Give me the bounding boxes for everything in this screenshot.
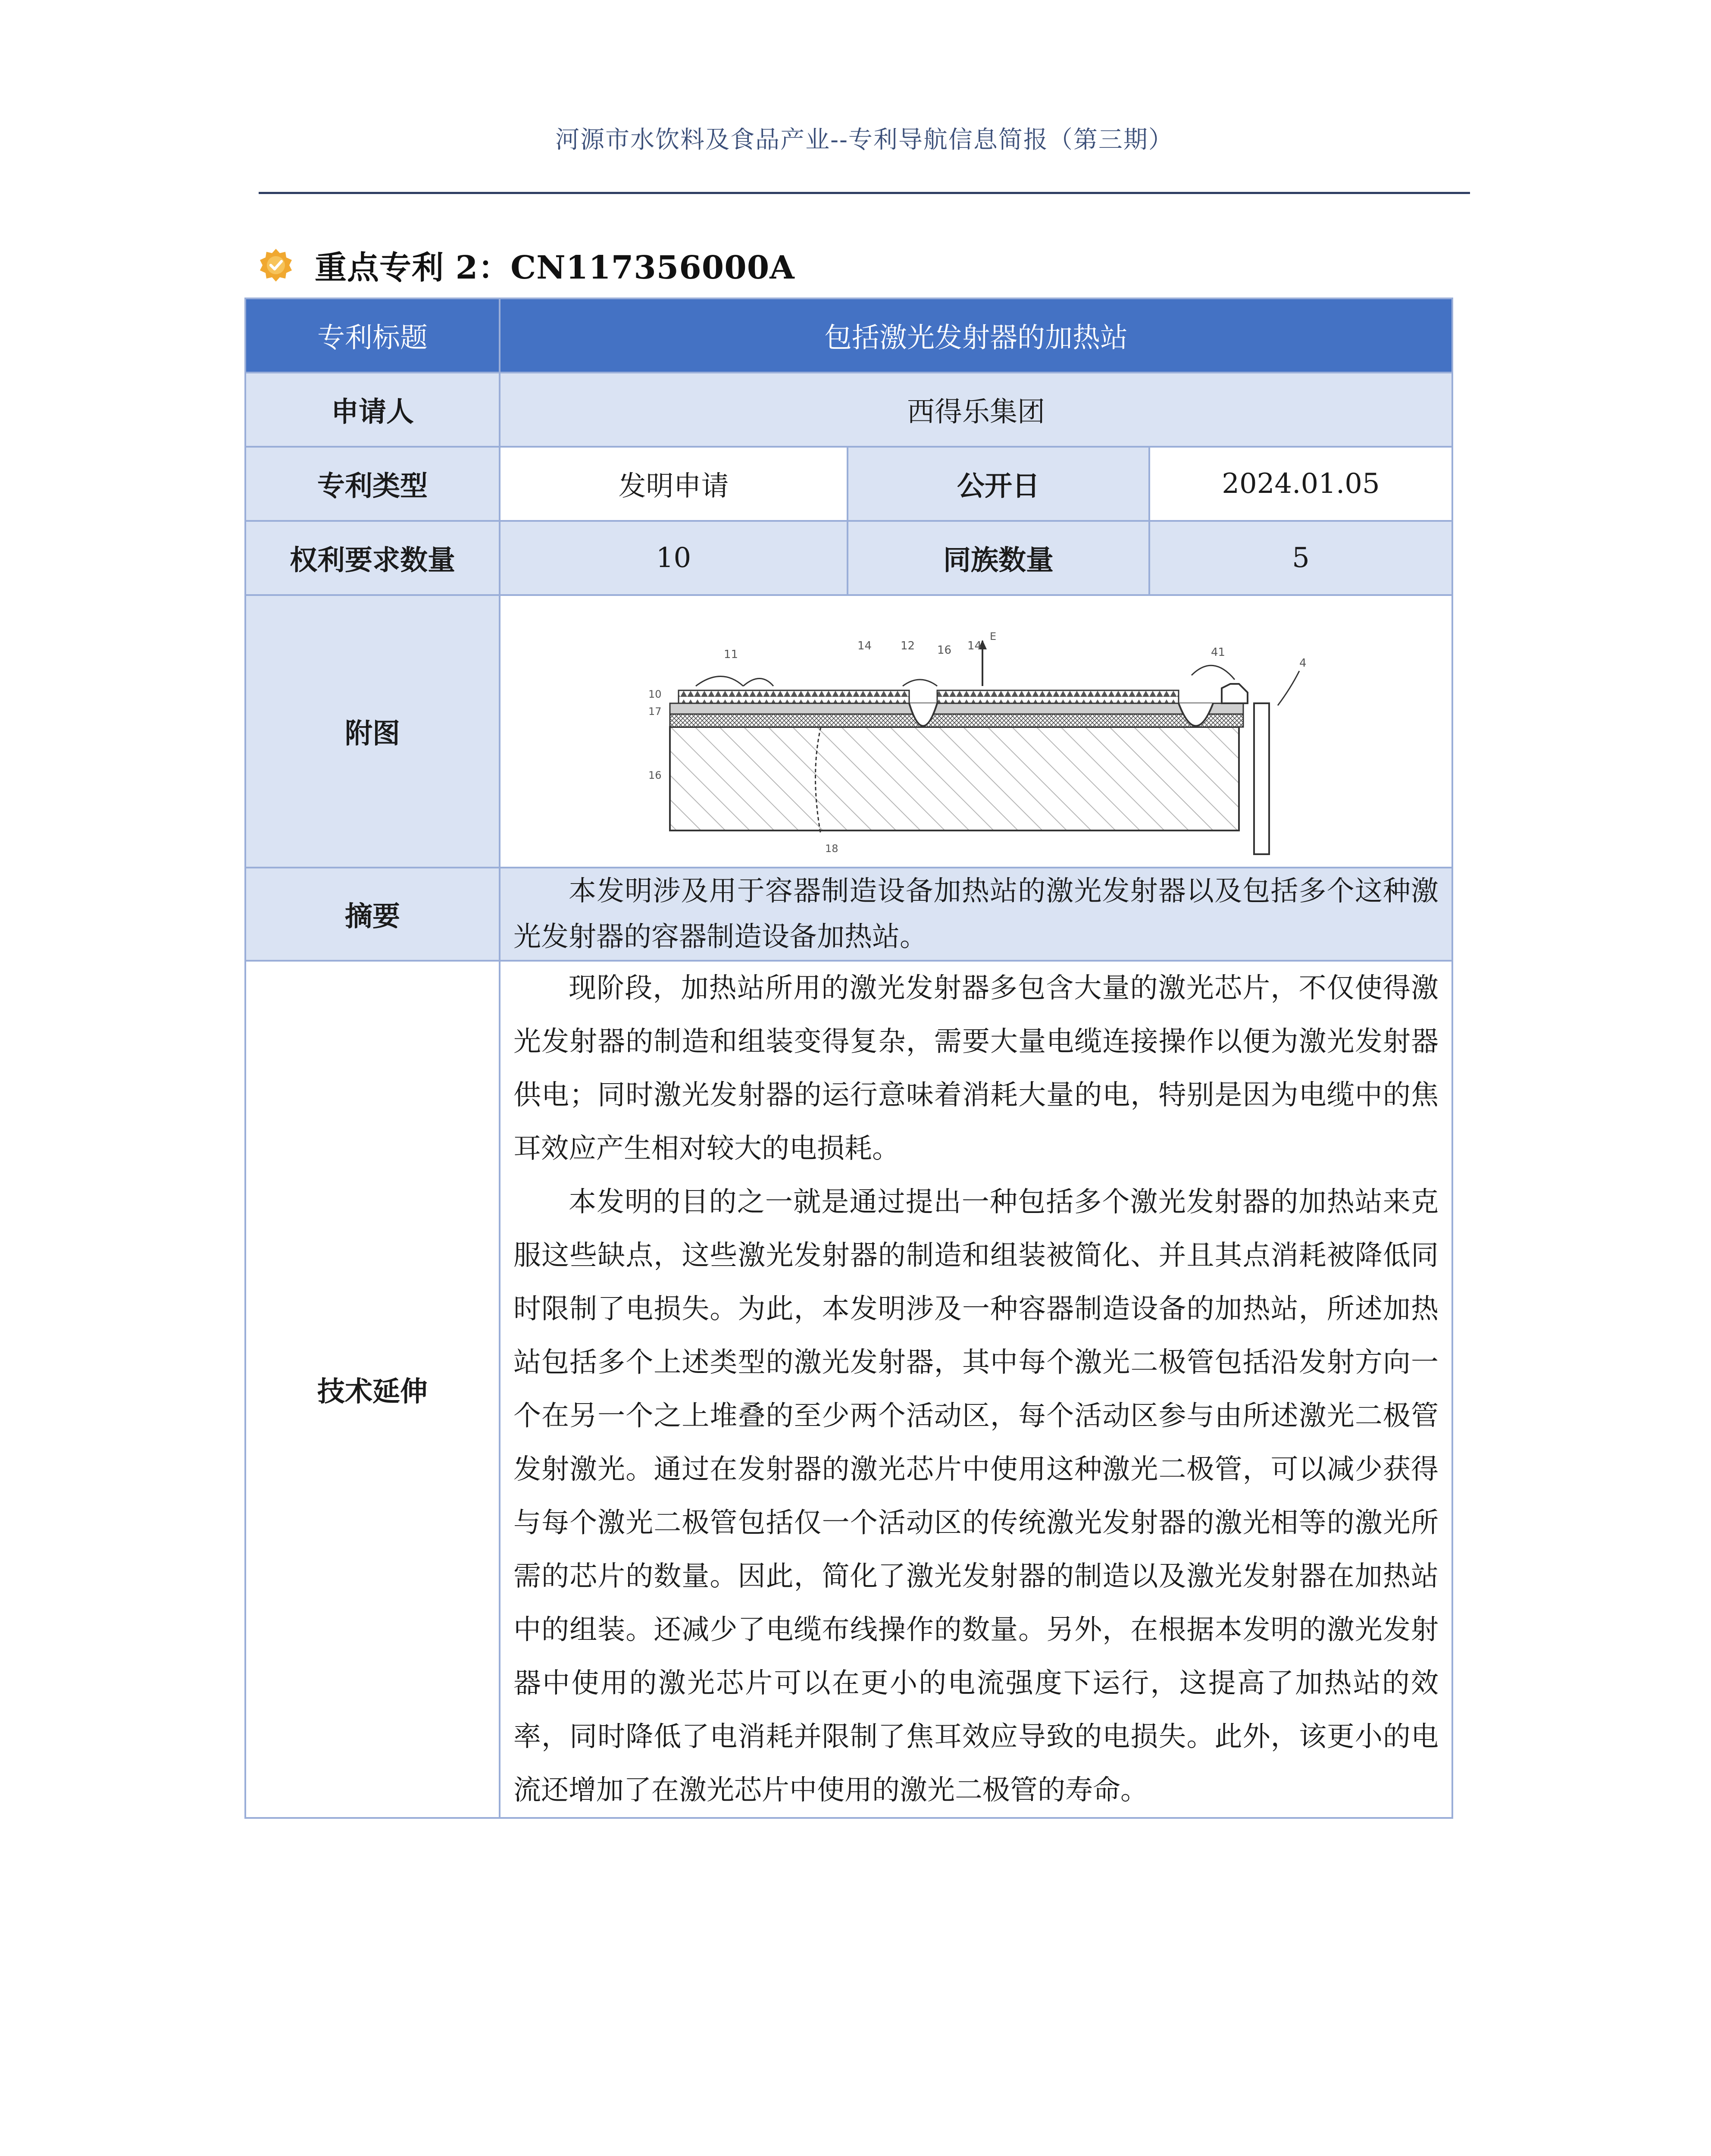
extension-label: 技术延伸 (245, 961, 500, 1818)
figure-label: 附图 (245, 595, 500, 868)
figure-label-text: 12 (901, 639, 915, 652)
abstract-label: 摘要 (245, 868, 500, 961)
figure-label-text: 16 (937, 644, 952, 657)
figure-label-text: 18 (825, 843, 838, 855)
figure-label-text: 4 (1299, 657, 1307, 670)
figure-label-text: 17 (648, 705, 662, 718)
family-value: 5 (1149, 521, 1452, 595)
extension-row (245, 961, 1452, 1818)
type-label: 专利类型 (245, 447, 500, 521)
extension-cell (500, 961, 1452, 1818)
abstract-text: 本发明涉及用于容器制造设备加热站的激光发射器以及包括多个这种激光发射器的容器制造设备加热站。 (513, 875, 1439, 953)
claims-value: 10 (500, 521, 848, 595)
type-row (245, 447, 1452, 521)
pub-date-value: 2024.01.05 (1149, 447, 1452, 521)
applicant-value: 西得乐集团 (500, 373, 1452, 447)
title-row (245, 298, 1452, 373)
figure-label-text: 14 (857, 639, 872, 652)
figure-substrate (670, 727, 1239, 830)
figure-cell (500, 595, 1452, 868)
header-divider (259, 192, 1470, 194)
family-label: 同族数量 (848, 521, 1149, 595)
figure-label-text: 11 (724, 648, 738, 661)
figure-label-text: 10 (648, 688, 662, 700)
patent-figure (618, 602, 1334, 861)
extension-paragraph: 现阶段，加热站所用的激光发射器多包含大量的激光芯片，不仅使得激光发射器的制造和组装变得复杂，需要大量电缆连接操作以便为激光发射器供电；同时激光发射器的运行意味着消耗大量的电，特别是因为电缆中的焦耳效应产生相对较大的电损耗。 (513, 972, 1439, 1165)
claims-label: 权利要求数量 (245, 521, 500, 595)
applicant-label: 申请人 (245, 373, 500, 447)
check-badge-icon (259, 248, 293, 282)
type-value: 发明申请 (500, 447, 848, 521)
pub-date-label: 公开日 (848, 447, 1149, 521)
page-header: 河源市水饮料及食品产业--专利导航信息简报（第三期） (555, 126, 1173, 154)
section-heading (259, 239, 795, 291)
figure-row (245, 595, 1452, 868)
figure-label-text: 16 (648, 769, 662, 781)
figure-label-text: 41 (1211, 646, 1226, 659)
abstract-row (245, 868, 1452, 961)
claims-row (245, 521, 1452, 595)
section-title: 重点专利 2：CN117356000A (315, 249, 795, 286)
applicant-row (245, 373, 1452, 447)
figure-label-text: 14 (967, 639, 982, 652)
figure-label-text: E (990, 630, 997, 642)
abstract-cell (500, 868, 1452, 961)
title-label: 专利标题 (245, 298, 500, 373)
title-value: 包括激光发射器的加热站 (500, 298, 1452, 373)
extension-paragraph: 本发明的目的之一就是通过提出一种包括多个激光发射器的加热站来克服这些缺点，这些激光发射器的制造和组装被简化、并且其点消耗被降低同时限制了电损失。为此，本发明涉及一种容器制造设备的加热站，所述加热站包括多个上述类型的激光发射器，其中每个激光二极管包括沿发射方向一个在另一个之上堆叠的至少两个活动区，每个活动区参与由所述激光二极管发射激光。通过在发射器的激光芯片中使用这种激光二极管，可以减少获得与每个激光二极管包括仅一个活动区的传统激光发射器的激光相等的激光所需的芯片的数量。因此，简化了激光发射器的制造以及激光发射器在加热站中的组装。还减少了电缆布线操作的数量。另外，在根据本发明的激光发射器中使用的激光芯片可以在更小的电流强度下运行，这提高了加热站的效率，同时降低了电消耗并限制了焦耳效应导致的电损失。此外，该更小的电流还增加了在激光芯片中使用的激光二极管的寿命。 (513, 1186, 1439, 1806)
patent-info-table (244, 298, 1453, 1819)
